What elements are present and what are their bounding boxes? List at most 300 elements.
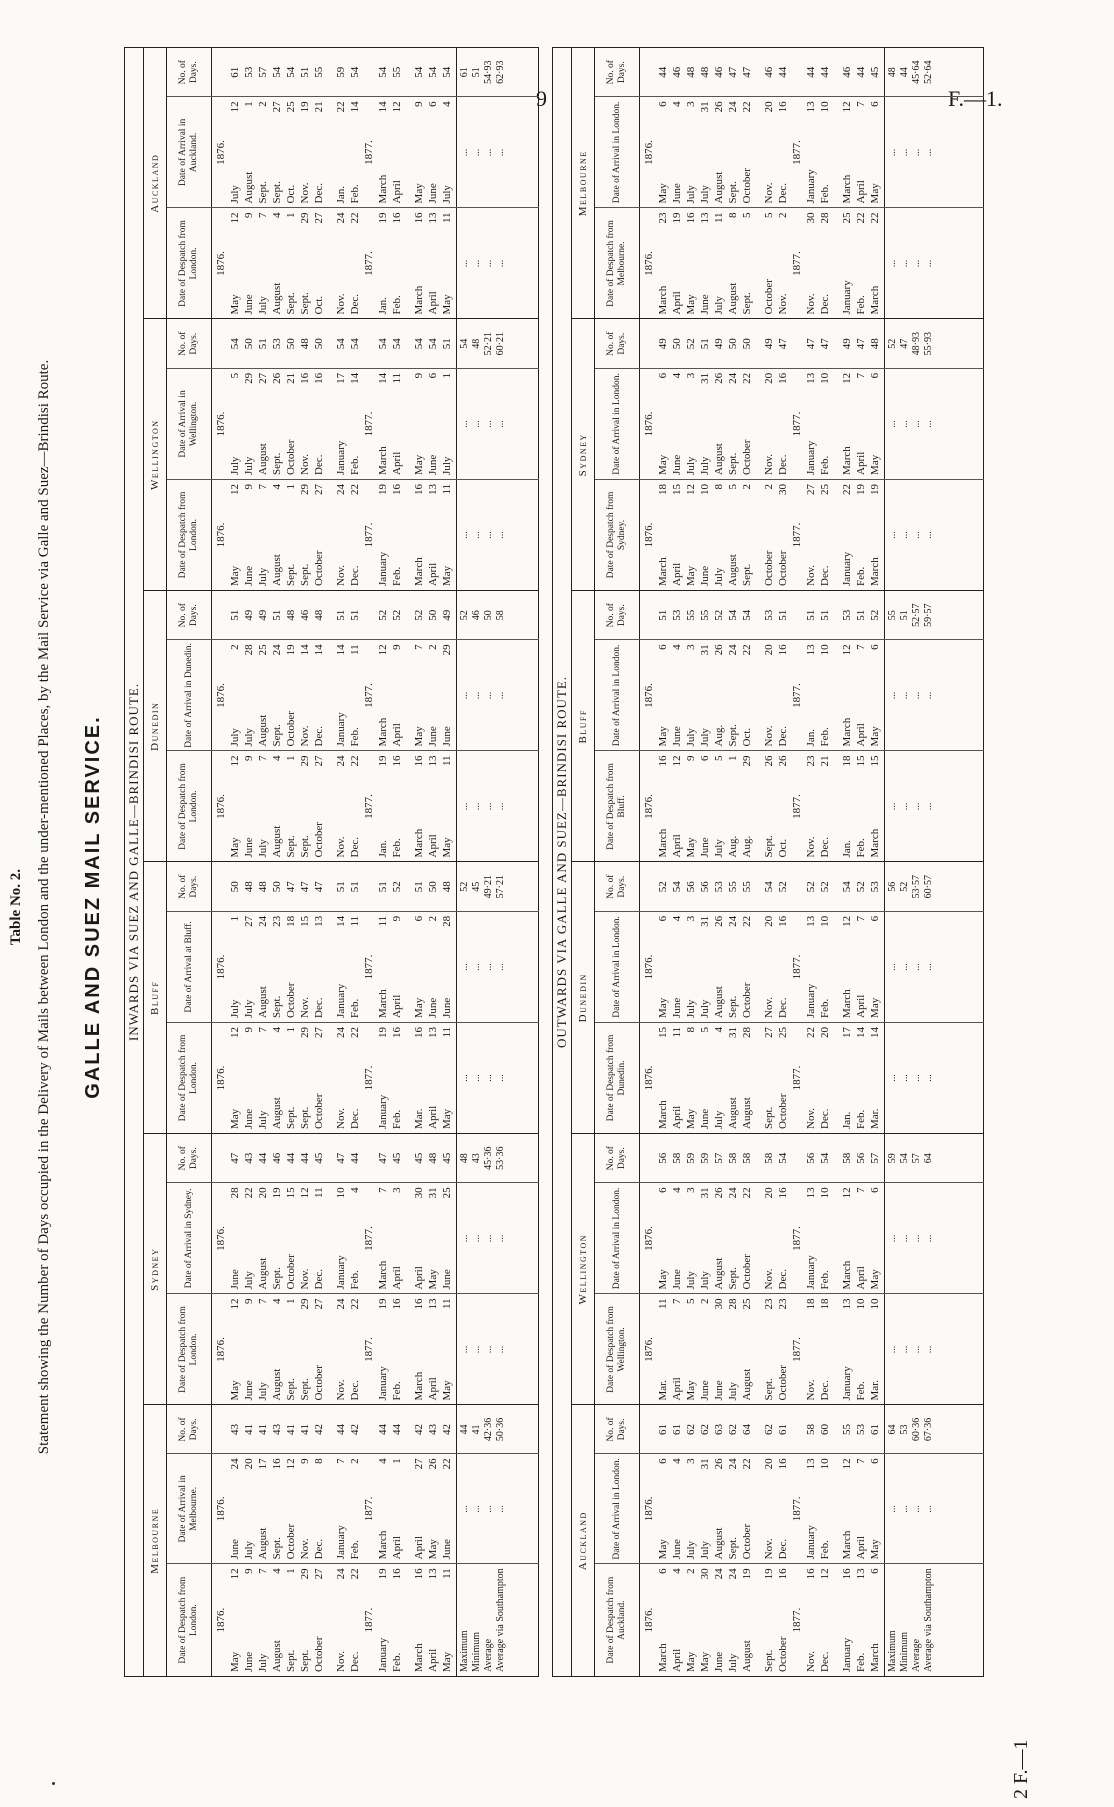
month: March <box>377 1260 389 1290</box>
stat-row: ... <box>899 1345 910 1354</box>
row-gap <box>754 866 762 906</box>
month: Feb. <box>819 727 831 747</box>
days-cell: 52 <box>713 609 725 621</box>
month: Sept. <box>727 995 739 1018</box>
month: June <box>671 1269 683 1290</box>
row-gap <box>326 1187 334 1289</box>
row-gap <box>754 644 762 746</box>
days-cell: 54 <box>819 1152 831 1164</box>
month: May <box>441 1108 453 1129</box>
date-cell <box>656 755 670 857</box>
row-gap <box>326 484 334 586</box>
column-header: Date of Despatch from Auckland. <box>595 1564 640 1676</box>
day: 7 <box>413 644 425 650</box>
stats-block <box>459 323 507 363</box>
date-cell <box>840 212 854 314</box>
days-cell: 44 <box>391 1423 403 1435</box>
month: Nov. <box>335 565 347 586</box>
date-cell <box>284 1027 298 1129</box>
days-cell: 43 <box>271 1423 283 1435</box>
date-cell <box>804 1568 818 1672</box>
day: 18 <box>657 483 669 495</box>
date-cell <box>312 1187 326 1289</box>
stat-row: ... <box>459 420 470 428</box>
day: 21 <box>313 101 325 113</box>
date-column <box>167 207 539 318</box>
date-cell <box>740 373 754 475</box>
date-cell <box>698 484 712 586</box>
date-cell <box>854 1298 868 1400</box>
month: May <box>229 1651 241 1672</box>
column-header: No. of Days. <box>595 591 640 639</box>
stat-row: ... <box>471 1345 482 1354</box>
month: June <box>671 183 683 204</box>
day: 13 <box>805 1187 817 1199</box>
day: 3 <box>391 1187 403 1193</box>
date-cell <box>228 1568 242 1672</box>
date-cell <box>840 1187 854 1289</box>
date-cell <box>348 755 362 857</box>
date-cell <box>440 1298 454 1400</box>
year-label: 1876. <box>643 411 655 437</box>
day: 9 <box>243 755 255 761</box>
days-cell: 58 <box>763 1152 775 1164</box>
location-table-melbourne <box>144 1405 539 1677</box>
day: 20 <box>763 1458 775 1470</box>
column-header: Date of Arrival in Dunedin. <box>167 640 212 750</box>
column-header: Date of Despatch from London. <box>167 480 212 590</box>
day: 22 <box>741 1458 753 1470</box>
days-cell: 48 <box>869 338 881 350</box>
month: April <box>391 451 403 475</box>
stats-separator <box>456 480 457 590</box>
date-cell <box>348 1187 362 1289</box>
row-gap <box>404 52 412 92</box>
blank-line <box>642 52 656 92</box>
month: June <box>699 1108 711 1129</box>
month: Dec. <box>819 565 831 586</box>
day: 19 <box>377 1568 389 1580</box>
month: July <box>699 1540 711 1560</box>
days-cell: 44 <box>335 1423 347 1435</box>
month: October <box>777 1093 789 1129</box>
day: 28 <box>741 1026 753 1038</box>
day: 1 <box>285 1026 297 1033</box>
date-cell <box>298 916 312 1018</box>
month: August <box>713 1257 725 1290</box>
day: 14 <box>855 1026 867 1038</box>
day: 27 <box>313 1026 325 1038</box>
date-cell <box>818 1187 832 1289</box>
date-cell <box>348 484 362 586</box>
day: 16 <box>391 212 403 224</box>
row-gap <box>326 373 334 475</box>
inwards-route-title: INWARDS VIA SUEZ AND GALLE—BRINDISI ROUTE. <box>125 48 144 1676</box>
outwards-grid <box>572 48 984 1676</box>
day: 24 <box>335 1298 347 1310</box>
day: 6 <box>699 755 711 761</box>
stat-row: Average <box>911 1638 922 1672</box>
days-cell: 42 <box>313 1423 325 1435</box>
date-cell <box>818 1458 832 1559</box>
day: 24 <box>335 1568 347 1580</box>
month: May <box>699 1651 711 1672</box>
days-cell: 45 <box>441 1152 453 1164</box>
month: Nov. <box>763 725 775 747</box>
date-cell <box>242 484 256 586</box>
month: May <box>685 565 697 586</box>
stats-separator <box>884 1564 885 1676</box>
stat-row: ... <box>911 691 922 700</box>
month: August <box>727 282 739 315</box>
day: 22 <box>441 1458 453 1470</box>
day: 7 <box>377 1187 389 1193</box>
date-cell <box>670 1027 684 1129</box>
month: Nov. <box>763 1268 775 1290</box>
month: August <box>713 986 725 1018</box>
month: January <box>377 1637 389 1672</box>
month: March <box>841 989 853 1018</box>
date-cell <box>840 1458 854 1559</box>
row-gap <box>754 1458 762 1559</box>
year-label: 1876. <box>215 411 227 437</box>
days-cell: 51 <box>805 609 817 621</box>
day: 22 <box>335 101 347 113</box>
date-cell <box>284 1568 298 1672</box>
date-cell <box>440 1187 454 1289</box>
date-cell <box>656 1298 670 1400</box>
month: March <box>413 1371 425 1401</box>
date-cell <box>256 1298 270 1400</box>
date-cell <box>670 1568 684 1672</box>
date-cell <box>740 484 754 586</box>
date-cell <box>348 644 362 746</box>
month: August <box>727 1097 739 1129</box>
day: 24 <box>727 644 739 656</box>
day: 16 <box>271 1458 283 1470</box>
month: March <box>657 285 669 315</box>
column-body <box>640 912 984 1022</box>
month: May <box>229 1380 241 1401</box>
day: 10 <box>699 483 711 495</box>
date-cell <box>868 916 882 1018</box>
month: Feb. <box>349 998 361 1018</box>
stat-row: ... <box>495 963 506 971</box>
location-name: Bluff <box>144 863 167 1134</box>
day: 18 <box>819 1298 831 1310</box>
month: Jan. <box>805 729 817 747</box>
date-cell <box>390 212 404 314</box>
month: Dec. <box>349 837 361 858</box>
day: 2 <box>349 1458 361 1464</box>
date-cell <box>740 1298 754 1400</box>
date-column <box>595 368 984 479</box>
stats-separator <box>456 319 457 367</box>
blank-line <box>362 52 376 92</box>
date-cell <box>270 755 284 857</box>
days-cell: 56 <box>699 881 711 893</box>
date-cell <box>270 101 284 203</box>
day: 9 <box>413 101 425 107</box>
stat-row: ... <box>899 1234 910 1243</box>
date-cell <box>868 1568 882 1672</box>
day: 22 <box>349 483 361 495</box>
date-cell <box>670 484 684 586</box>
row-gap <box>754 212 762 314</box>
date-cell <box>712 755 726 857</box>
column-body <box>640 319 984 367</box>
stat-row: ... <box>459 531 470 539</box>
days-cell: 51 <box>349 881 361 893</box>
day: 15 <box>299 915 311 927</box>
days-cell: 47 <box>313 881 325 893</box>
date-cell <box>762 916 776 1018</box>
year-label: 1876. <box>643 140 655 165</box>
stats-separator <box>884 480 885 590</box>
month: July <box>243 1271 255 1290</box>
row-gap <box>754 755 762 857</box>
date-cell <box>440 755 454 857</box>
days-cell: 44 <box>299 1152 311 1164</box>
days-cell: 46 <box>841 66 853 78</box>
date-column <box>595 639 984 750</box>
month: January <box>805 1525 817 1560</box>
month: May <box>413 997 425 1018</box>
month: Nov. <box>299 1538 311 1560</box>
month: April <box>855 180 867 204</box>
year-label: 1876. <box>215 954 227 980</box>
day: 16 <box>777 915 789 927</box>
stat-value: 48·93 <box>911 332 922 356</box>
date-cell <box>390 373 404 475</box>
table-statement: Statement showing the Number of Days occupied in the Delivery of Mails between London and the under-mentioned Places, by the Mail Service via Galle and Suez—Brindisi Route. <box>36 359 52 1455</box>
days-cell: 56 <box>805 1152 817 1164</box>
row-gap <box>754 1138 762 1178</box>
date-cell <box>412 1027 426 1129</box>
column-body <box>212 1183 539 1293</box>
days-cell: 52 <box>377 609 389 621</box>
stat-row: ... <box>923 1505 934 1513</box>
date-cell <box>412 916 426 1018</box>
day: 6 <box>869 644 881 650</box>
month: March <box>413 557 425 586</box>
date-cell <box>868 373 882 475</box>
month: Sept. <box>299 1649 311 1672</box>
day: 18 <box>841 755 853 767</box>
date-cell <box>256 101 270 203</box>
year-label: 1877. <box>791 794 803 819</box>
day: 14 <box>869 1026 881 1038</box>
date-cell <box>854 212 868 314</box>
day: 31 <box>699 644 711 656</box>
stat-row: ... <box>459 963 470 971</box>
month: April <box>427 834 439 858</box>
date-cell <box>712 101 726 203</box>
days-cell: 51 <box>349 609 361 621</box>
days-cell: 58 <box>727 1152 739 1164</box>
blank-line <box>362 323 376 363</box>
date-cell <box>426 1458 440 1559</box>
row-gap <box>404 1027 412 1129</box>
day: 24 <box>335 483 347 495</box>
days-cell: 54 <box>427 66 439 78</box>
day: 12 <box>229 1026 241 1038</box>
days-cell: 53 <box>763 609 775 621</box>
day: 12 <box>841 644 853 656</box>
day: 16 <box>391 1298 403 1310</box>
stat-value: 60·21 <box>495 332 506 356</box>
stats-separator <box>884 1183 885 1293</box>
column-header: Date of Despatch from Sydney. <box>595 480 640 590</box>
blank-line <box>642 866 656 906</box>
date-cell <box>440 644 454 746</box>
day: 19 <box>377 483 389 495</box>
row-gap <box>404 916 412 1018</box>
date-cell <box>256 1027 270 1129</box>
stat-row: ... <box>483 148 494 157</box>
date-cell <box>712 644 726 746</box>
date-cell <box>376 644 390 746</box>
stats-block <box>459 1568 507 1672</box>
date-cell <box>390 644 404 746</box>
month: May <box>657 1539 669 1560</box>
date-cell <box>740 1027 754 1129</box>
days-cell: 58 <box>841 1152 853 1164</box>
day: 23 <box>271 915 283 927</box>
date-cell <box>242 1298 256 1400</box>
days-cell: 48 <box>685 66 697 78</box>
day: 15 <box>671 483 683 495</box>
days-cell: 47 <box>727 66 739 78</box>
day: 13 <box>427 483 439 495</box>
column-header: Date of Arrival in London. <box>595 1183 640 1293</box>
blank-line <box>214 595 228 635</box>
stats-block <box>459 1458 507 1559</box>
day: 13 <box>805 101 817 113</box>
days-cell: 50 <box>671 338 683 350</box>
month: April <box>391 723 403 747</box>
row-gap <box>754 373 762 475</box>
date-cell <box>776 1458 790 1559</box>
day: 16 <box>685 212 697 224</box>
date-cell <box>334 916 348 1018</box>
rotated-table-sheet <box>0 7 1114 1807</box>
month: April <box>427 291 439 315</box>
year-label: 1876. <box>643 1607 655 1633</box>
date-cell <box>426 1027 440 1129</box>
row-gap <box>326 1458 334 1559</box>
month: May <box>441 1651 453 1672</box>
date-cell <box>348 101 362 203</box>
date-cell <box>412 1187 426 1289</box>
stat-row: ... <box>899 531 910 539</box>
day: 11 <box>441 1568 453 1579</box>
date-cell <box>312 755 326 857</box>
month: Dec. <box>313 997 325 1018</box>
month: October <box>763 279 775 315</box>
date-cell <box>698 644 712 746</box>
stat-row: ... <box>923 1234 934 1243</box>
date-cell <box>376 101 390 203</box>
stat-value: 50·36 <box>495 1417 506 1442</box>
days-cell: 56 <box>657 1152 669 1164</box>
day: 29 <box>299 212 311 224</box>
month: March <box>657 1100 669 1129</box>
row-gap <box>832 1458 840 1559</box>
column-header: Date of Arrival in London. <box>595 640 640 750</box>
day: 1 <box>285 212 297 218</box>
days-cell: 50 <box>313 338 325 350</box>
month: October <box>313 550 325 586</box>
date-cell <box>426 1568 440 1672</box>
day: 13 <box>699 212 711 224</box>
stats-separator <box>456 1294 457 1404</box>
day: 19 <box>763 1568 775 1580</box>
month: April <box>391 994 403 1018</box>
month: Nov. <box>805 293 817 315</box>
days-cell: 59 <box>685 1152 697 1164</box>
stat-row: ... <box>483 1505 494 1513</box>
month: Dec. <box>819 1108 831 1129</box>
location-name: Auckland <box>144 48 167 319</box>
day: 5 <box>727 483 739 490</box>
month: Sept. <box>299 1378 311 1401</box>
date-cell <box>426 101 440 203</box>
date-cell <box>670 755 684 857</box>
date-cell <box>256 644 270 746</box>
month: Feb. <box>391 566 403 586</box>
day: 3 <box>685 101 697 107</box>
month: October <box>313 822 325 858</box>
date-cell <box>412 1458 426 1559</box>
stats-separator <box>884 1023 885 1133</box>
year-label: 1877. <box>363 1496 375 1522</box>
month: June <box>441 1539 453 1560</box>
day: 19 <box>377 1026 389 1038</box>
days-cell: 43 <box>243 1152 255 1164</box>
row-gap <box>832 1138 840 1178</box>
month: July <box>257 1382 269 1401</box>
day: 4 <box>271 483 283 490</box>
day: 24 <box>727 1568 739 1580</box>
day: 7 <box>335 1458 347 1464</box>
date-cell <box>670 916 684 1018</box>
month: July <box>713 567 725 586</box>
date-cell <box>726 212 740 314</box>
days-cell: 55 <box>391 66 403 78</box>
month: Mar. <box>657 1380 669 1401</box>
days-cell: 51 <box>299 66 311 78</box>
date-cell <box>698 755 712 857</box>
day: 16 <box>777 101 789 113</box>
stats-separator <box>884 912 885 1022</box>
date-cell <box>818 212 832 314</box>
stat-row: ... <box>471 531 482 539</box>
month: Feb. <box>349 727 361 747</box>
day: 27 <box>413 1458 425 1470</box>
stat-row: ... <box>471 259 482 268</box>
location-columns <box>167 1406 539 1677</box>
stats-separator <box>884 319 885 367</box>
row-gap <box>326 1568 334 1672</box>
location-columns <box>595 320 984 591</box>
date-cell <box>348 1458 362 1559</box>
row-gap <box>404 373 412 475</box>
days-cell: 50 <box>427 881 439 893</box>
row-gap <box>326 212 334 314</box>
day: 13 <box>855 1568 867 1580</box>
year-label: 1876. <box>215 140 227 165</box>
